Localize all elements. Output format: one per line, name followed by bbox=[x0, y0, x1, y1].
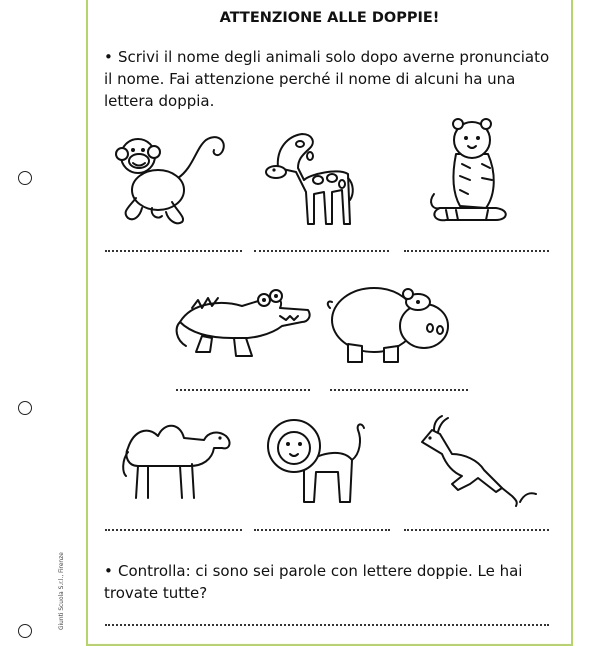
gazelle-icon bbox=[412, 414, 540, 510]
binder-hole-icon bbox=[18, 624, 32, 638]
answer-line[interactable] bbox=[330, 381, 468, 391]
answer-line[interactable] bbox=[254, 521, 390, 531]
answer-line[interactable] bbox=[105, 242, 242, 252]
instruction-2-text: Controlla: ci sono sei parole con lettere doppie. Le hai trovate tutte? bbox=[104, 562, 523, 602]
instruction-1 bbox=[104, 46, 554, 112]
instruction-2 bbox=[104, 560, 554, 604]
answer-line[interactable] bbox=[105, 616, 549, 626]
answer-line[interactable] bbox=[404, 521, 549, 531]
answer-line[interactable] bbox=[105, 521, 242, 531]
instruction-1-text: Scrivi il nome degli animali solo dopo averne pronunciato il nome. Fai attenzione perché il nome di alcuni ha una lettera doppia. bbox=[104, 48, 550, 110]
monkey-icon bbox=[108, 128, 233, 228]
answer-line[interactable] bbox=[254, 242, 389, 252]
lion-icon bbox=[264, 414, 374, 506]
bullet-icon: • bbox=[104, 562, 113, 580]
giraffe-icon bbox=[258, 128, 358, 228]
binder-hole-icon bbox=[18, 401, 32, 415]
crocodile-icon bbox=[172, 282, 314, 364]
answer-line[interactable] bbox=[404, 242, 549, 252]
side-credit: Giunti Scuola S.r.l., Firenze bbox=[57, 552, 65, 630]
answer-line[interactable] bbox=[176, 381, 310, 391]
tiger-icon bbox=[426, 114, 516, 226]
camel-icon bbox=[118, 412, 236, 502]
hippo-icon bbox=[326, 278, 451, 366]
page-title: ATTENZIONE ALLE DOPPIE! bbox=[219, 10, 440, 26]
bullet-icon: • bbox=[104, 48, 113, 66]
binder-hole-icon bbox=[18, 171, 32, 185]
